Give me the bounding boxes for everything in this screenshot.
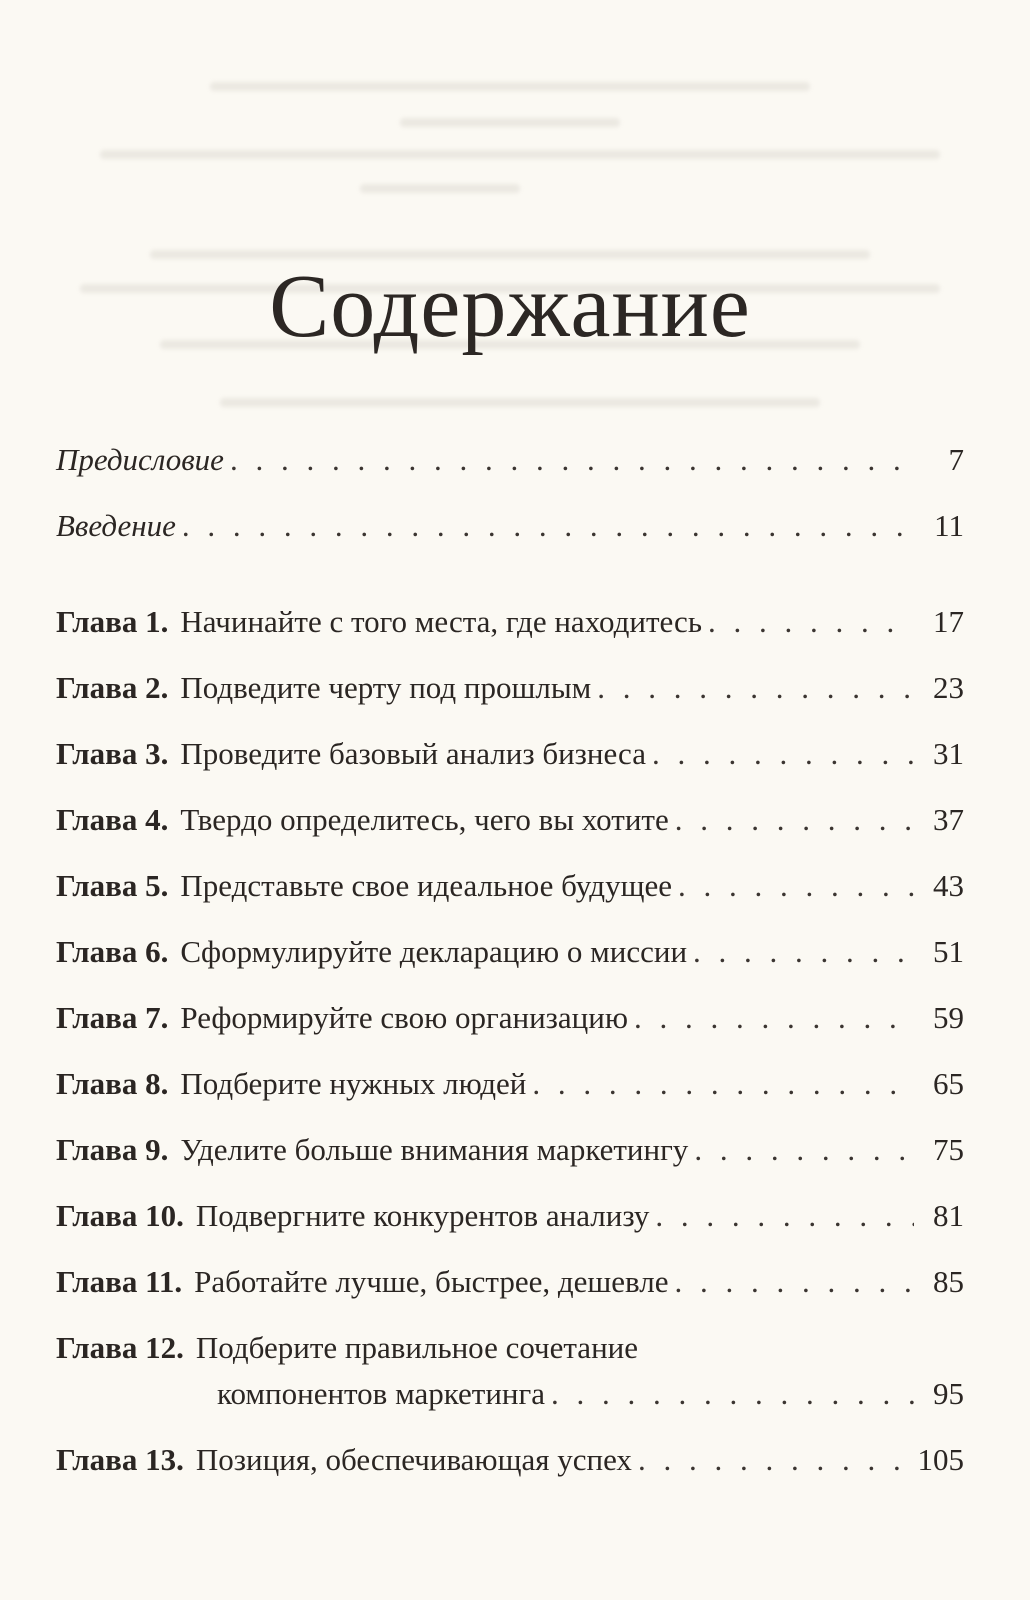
- dot-leader: [694, 1130, 914, 1170]
- chapter-page: 105: [917, 1442, 964, 1477]
- chapter-number: Глава 6.: [56, 934, 169, 969]
- toc-entry-chapter-10[interactable]: [56, 1196, 964, 1236]
- toc-entry-chapter-5[interactable]: [56, 866, 964, 906]
- dot-leader: [693, 932, 914, 972]
- chapter-title: Представьте свое идеальное будущее: [180, 868, 672, 903]
- toc-entry-preface[interactable]: [56, 440, 964, 480]
- chapter-page: 31: [933, 736, 964, 771]
- dot-leader: [182, 506, 914, 546]
- dot-leader: [634, 998, 914, 1038]
- toc-entry-chapter-9[interactable]: [56, 1130, 964, 1170]
- dot-leader: [655, 1196, 914, 1236]
- chapter-page: 75: [933, 1132, 964, 1167]
- toc-entry-chapter-12[interactable]: [56, 1328, 964, 1368]
- chapter-title: Проведите базовый анализ бизнеса: [180, 736, 646, 771]
- chapter-number: Глава 2.: [56, 670, 169, 705]
- chapter-number: Глава 8.: [56, 1066, 169, 1101]
- chapter-page: 23: [933, 670, 964, 705]
- chapter-title: Работайте лучше, быстрее, дешевле: [194, 1264, 669, 1299]
- chapter-page: 65: [933, 1066, 964, 1101]
- chapter-page: 51: [933, 934, 964, 969]
- chapter-title: Реформируйте свою организацию: [180, 1000, 628, 1035]
- chapter-page: 43: [933, 868, 964, 903]
- chapter-title: Сформулируйте декларацию о миссии: [180, 934, 688, 969]
- toc-entry-chapter-11[interactable]: [56, 1262, 964, 1302]
- chapter-number: Глава 1.: [56, 604, 169, 639]
- dot-leader: [230, 440, 914, 480]
- chapter-title: Позиция, обеспечивающая успех: [195, 1442, 632, 1477]
- chapter-title: Подведите черту под прошлым: [180, 670, 592, 705]
- toc-entry-page: 11: [934, 508, 964, 543]
- chapter-number: Глава 11.: [56, 1264, 183, 1299]
- toc-entry-introduction[interactable]: [56, 506, 964, 546]
- toc-entry-label: Введение: [56, 508, 176, 543]
- dot-leader: [652, 734, 914, 774]
- toc-entry-chapter-3[interactable]: [56, 734, 964, 774]
- chapter-page: 81: [933, 1198, 964, 1233]
- toc-entry-chapter-6[interactable]: [56, 932, 964, 972]
- chapter-title: Подберите правильное сочетание: [195, 1330, 639, 1365]
- dot-leader: [674, 1262, 914, 1302]
- chapter-number: Глава 13.: [56, 1442, 184, 1477]
- chapter-title: Подвергните конкурентов анализу: [195, 1198, 650, 1233]
- dot-leader: [675, 800, 914, 840]
- chapter-number: Глава 4.: [56, 802, 169, 837]
- chapter-title: Твердо определитесь, чего вы хотите: [180, 802, 669, 837]
- dot-leader: [597, 668, 914, 708]
- chapter-title: Уделите больше внимания маркетингу: [180, 1132, 689, 1167]
- chapter-number: Глава 7.: [56, 1000, 169, 1035]
- toc-entry-chapter-2[interactable]: [56, 668, 964, 708]
- toc-entry-page: 7: [948, 442, 964, 477]
- dot-leader: [678, 866, 914, 906]
- chapter-number: Глава 5.: [56, 868, 169, 903]
- chapter-title: Начинайте с того места, где находитесь: [180, 604, 702, 639]
- dot-leader: [551, 1374, 914, 1414]
- chapter-page: 37: [933, 802, 964, 837]
- table-of-contents-page: [56, 0, 964, 1600]
- chapter-page: 17: [933, 604, 964, 639]
- chapter-number: Глава 12.: [56, 1330, 184, 1365]
- toc-entry-chapter-8[interactable]: [56, 1064, 964, 1104]
- chapter-title-continued: компонентов маркетинга: [217, 1376, 545, 1411]
- chapter-page: 59: [933, 1000, 964, 1035]
- dot-leader: [708, 602, 914, 642]
- toc-entry-chapter-1[interactable]: [56, 602, 964, 642]
- chapter-number: Глава 3.: [56, 736, 169, 771]
- chapter-page: 95: [933, 1376, 964, 1411]
- dot-leader: [638, 1440, 910, 1480]
- chapter-number: Глава 9.: [56, 1132, 169, 1167]
- toc-entry-chapter-7[interactable]: [56, 998, 964, 1038]
- toc-entry-chapter-4[interactable]: [56, 800, 964, 840]
- toc-entry-label: Предисловие: [56, 442, 224, 477]
- page-title: Содержание: [269, 257, 751, 356]
- chapter-number: Глава 10.: [56, 1198, 184, 1233]
- chapter-page: 85: [933, 1264, 964, 1299]
- toc-entry-chapter-12-continued[interactable]: [56, 1374, 964, 1414]
- toc-entry-chapter-13[interactable]: [56, 1440, 964, 1480]
- dot-leader: [532, 1064, 914, 1104]
- chapter-title: Подберите нужных людей: [180, 1066, 527, 1101]
